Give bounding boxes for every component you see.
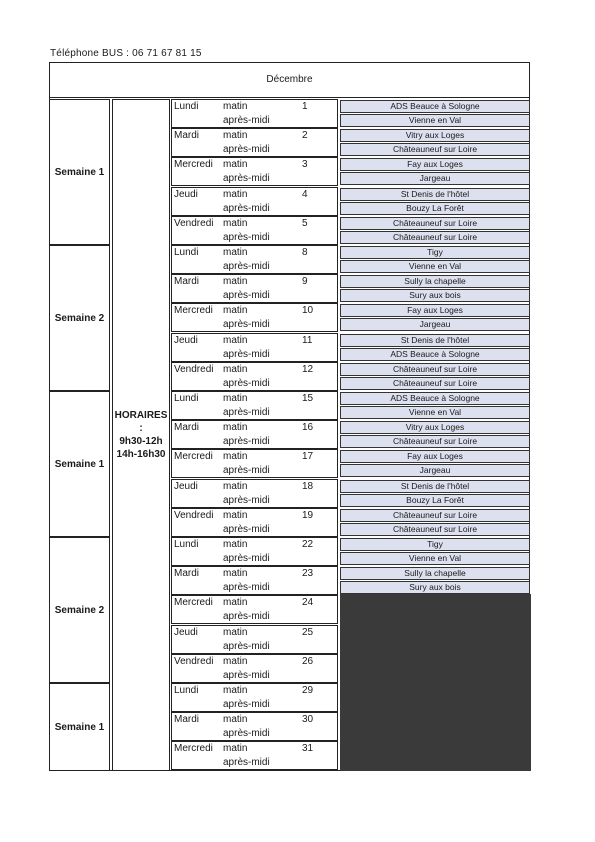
- week-label: Semaine 2: [49, 537, 110, 683]
- afternoon-location: ADS Beauce à Sologne: [340, 348, 530, 361]
- day-row: [171, 362, 338, 391]
- day-name: Lundi: [174, 393, 199, 404]
- morning-location: Sully la chapelle: [340, 275, 530, 288]
- hours-morning: 9h30-12h: [119, 436, 163, 447]
- day-name: Mercredi: [174, 305, 213, 316]
- matin-label: matin: [223, 130, 248, 141]
- day-number: 10: [302, 305, 314, 316]
- apres-midi-label: après-midi: [223, 261, 270, 272]
- day-row: [171, 595, 338, 624]
- afternoon-location: Jargeau: [340, 172, 530, 185]
- afternoon-location: Châteauneuf sur Loire: [340, 523, 530, 536]
- apres-midi-label: après-midi: [223, 553, 270, 564]
- day-number: 15: [302, 393, 314, 404]
- day-number: 18: [302, 481, 314, 492]
- day-name: Jeudi: [174, 335, 198, 346]
- apres-midi-label: après-midi: [223, 641, 270, 652]
- afternoon-location: Vienne en Val: [340, 260, 530, 273]
- day-name: Mardi: [174, 714, 200, 725]
- day-number: 16: [302, 422, 314, 433]
- day-row: [171, 303, 338, 332]
- matin-label: matin: [223, 451, 248, 462]
- matin-label: matin: [223, 481, 248, 492]
- day-name: Mardi: [174, 422, 200, 433]
- apres-midi-label: après-midi: [223, 465, 270, 476]
- day-number: 25: [302, 627, 314, 638]
- matin-label: matin: [223, 393, 248, 404]
- morning-location: Vitry aux Loges: [340, 129, 530, 142]
- week-label: Semaine 2: [49, 245, 110, 391]
- apres-midi-label: après-midi: [223, 349, 270, 360]
- day-row: [171, 245, 338, 274]
- apres-midi-label: après-midi: [223, 670, 270, 681]
- apres-midi-label: après-midi: [223, 757, 270, 768]
- apres-midi-label: après-midi: [223, 728, 270, 739]
- morning-location: Fay aux Loges: [340, 158, 530, 171]
- afternoon-location: Châteauneuf sur Loire: [340, 143, 530, 156]
- morning-location: Fay aux Loges: [340, 304, 530, 317]
- day-number: 3: [302, 159, 308, 170]
- day-row: [171, 683, 338, 712]
- day-row: [171, 654, 338, 683]
- matin-label: matin: [223, 714, 248, 725]
- matin-label: matin: [223, 568, 248, 579]
- apres-midi-label: après-midi: [223, 203, 270, 214]
- day-name: Lundi: [174, 101, 199, 112]
- day-row: [171, 479, 338, 508]
- day-name: Mardi: [174, 130, 200, 141]
- day-name: Mercredi: [174, 597, 213, 608]
- matin-label: matin: [223, 510, 248, 521]
- morning-location: Sully la chapelle: [340, 567, 530, 580]
- morning-location: Châteauneuf sur Loire: [340, 363, 530, 376]
- morning-location: Fay aux Loges: [340, 450, 530, 463]
- apres-midi-label: après-midi: [223, 699, 270, 710]
- morning-location: Tigy: [340, 538, 530, 551]
- afternoon-location: Sury aux bois: [340, 289, 530, 302]
- day-number: 24: [302, 597, 314, 608]
- matin-label: matin: [223, 627, 248, 638]
- day-row: [171, 420, 338, 449]
- week-label: Semaine 1: [49, 683, 110, 771]
- morning-location: ADS Beauce à Sologne: [340, 100, 530, 113]
- day-row: [171, 537, 338, 566]
- apres-midi-label: après-midi: [223, 319, 270, 330]
- day-name: Lundi: [174, 539, 199, 550]
- day-number: 31: [302, 743, 314, 754]
- day-row: [171, 391, 338, 420]
- day-number: 2: [302, 130, 308, 141]
- matin-label: matin: [223, 247, 248, 258]
- hours-label: HORAIRES :: [114, 410, 168, 434]
- morning-location: Châteauneuf sur Loire: [340, 509, 530, 522]
- day-name: Mardi: [174, 568, 200, 579]
- matin-label: matin: [223, 685, 248, 696]
- afternoon-location: Jargeau: [340, 464, 530, 477]
- apres-midi-label: après-midi: [223, 407, 270, 418]
- day-number: 26: [302, 656, 314, 667]
- day-number: 12: [302, 364, 314, 375]
- day-number: 4: [302, 189, 308, 200]
- apres-midi-label: après-midi: [223, 611, 270, 622]
- hours-afternoon: 14h-16h30: [116, 449, 166, 460]
- day-name: Vendredi: [174, 656, 214, 667]
- apres-midi-label: après-midi: [223, 173, 270, 184]
- hours-cell: [112, 99, 170, 771]
- afternoon-location: Jargeau: [340, 318, 530, 331]
- matin-label: matin: [223, 364, 248, 375]
- day-name: Lundi: [174, 685, 199, 696]
- day-row: [171, 274, 338, 303]
- afternoon-location: Châteauneuf sur Loire: [340, 435, 530, 448]
- day-number: 8: [302, 247, 308, 258]
- afternoon-location: Vienne en Val: [340, 406, 530, 419]
- day-row: [171, 625, 338, 654]
- afternoon-location: Sury aux bois: [340, 581, 530, 594]
- matin-label: matin: [223, 656, 248, 667]
- day-row: [171, 216, 338, 245]
- phone-number: Téléphone BUS : 06 71 67 81 15: [50, 48, 202, 59]
- day-row: [171, 157, 338, 186]
- day-name: Mercredi: [174, 159, 213, 170]
- matin-label: matin: [223, 218, 248, 229]
- day-number: 19: [302, 510, 314, 521]
- apres-midi-label: après-midi: [223, 232, 270, 243]
- apres-midi-label: après-midi: [223, 144, 270, 155]
- day-number: 11: [302, 335, 313, 346]
- morning-location: Vitry aux Loges: [340, 421, 530, 434]
- afternoon-location: Vienne en Val: [340, 552, 530, 565]
- matin-label: matin: [223, 539, 248, 550]
- day-row: [171, 99, 338, 128]
- day-number: 22: [302, 539, 314, 550]
- day-name: Jeudi: [174, 481, 198, 492]
- morning-location: Tigy: [340, 246, 530, 259]
- day-row: [171, 449, 338, 478]
- matin-label: matin: [223, 335, 248, 346]
- day-number: 1: [302, 101, 308, 112]
- week-label: Semaine 1: [49, 99, 110, 245]
- morning-location: Châteauneuf sur Loire: [340, 217, 530, 230]
- matin-label: matin: [223, 305, 248, 316]
- day-name: Lundi: [174, 247, 199, 258]
- day-row: [171, 128, 338, 157]
- morning-location: St Denis de l'hôtel: [340, 480, 530, 493]
- matin-label: matin: [223, 159, 248, 170]
- matin-label: matin: [223, 101, 248, 112]
- morning-location: St Denis de l'hôtel: [340, 188, 530, 201]
- apres-midi-label: après-midi: [223, 378, 270, 389]
- matin-label: matin: [223, 276, 248, 287]
- matin-label: matin: [223, 597, 248, 608]
- day-number: 30: [302, 714, 314, 725]
- afternoon-location: Châteauneuf sur Loire: [340, 377, 530, 390]
- day-row: [171, 566, 338, 595]
- month-title: Décembre: [49, 62, 530, 98]
- apres-midi-label: après-midi: [223, 436, 270, 447]
- day-name: Vendredi: [174, 510, 214, 521]
- matin-label: matin: [223, 189, 248, 200]
- afternoon-location: Bouzy La Forêt: [340, 202, 530, 215]
- apres-midi-label: après-midi: [223, 115, 270, 126]
- day-number: 9: [302, 276, 308, 287]
- day-row: [171, 187, 338, 216]
- apres-midi-label: après-midi: [223, 582, 270, 593]
- morning-location: ADS Beauce à Sologne: [340, 392, 530, 405]
- day-row: [171, 333, 338, 362]
- day-name: Mardi: [174, 276, 200, 287]
- day-number: 5: [302, 218, 308, 229]
- day-row: [171, 741, 338, 770]
- day-name: Jeudi: [174, 189, 198, 200]
- day-name: Vendredi: [174, 364, 214, 375]
- day-row: [171, 712, 338, 741]
- afternoon-location: Bouzy La Forêt: [340, 494, 530, 507]
- day-row: [171, 508, 338, 537]
- day-name: Vendredi: [174, 218, 214, 229]
- week-label: Semaine 1: [49, 391, 110, 537]
- day-number: 17: [302, 451, 314, 462]
- matin-label: matin: [223, 743, 248, 754]
- afternoon-location: Vienne en Val: [340, 114, 530, 127]
- day-name: Mercredi: [174, 743, 213, 754]
- apres-midi-label: après-midi: [223, 290, 270, 301]
- blocked-out-area: [340, 594, 531, 771]
- apres-midi-label: après-midi: [223, 495, 270, 506]
- morning-location: St Denis de l'hôtel: [340, 334, 530, 347]
- day-number: 23: [302, 568, 314, 579]
- day-number: 29: [302, 685, 314, 696]
- day-name: Mercredi: [174, 451, 213, 462]
- day-name: Jeudi: [174, 627, 198, 638]
- matin-label: matin: [223, 422, 248, 433]
- apres-midi-label: après-midi: [223, 524, 270, 535]
- afternoon-location: Châteauneuf sur Loire: [340, 231, 530, 244]
